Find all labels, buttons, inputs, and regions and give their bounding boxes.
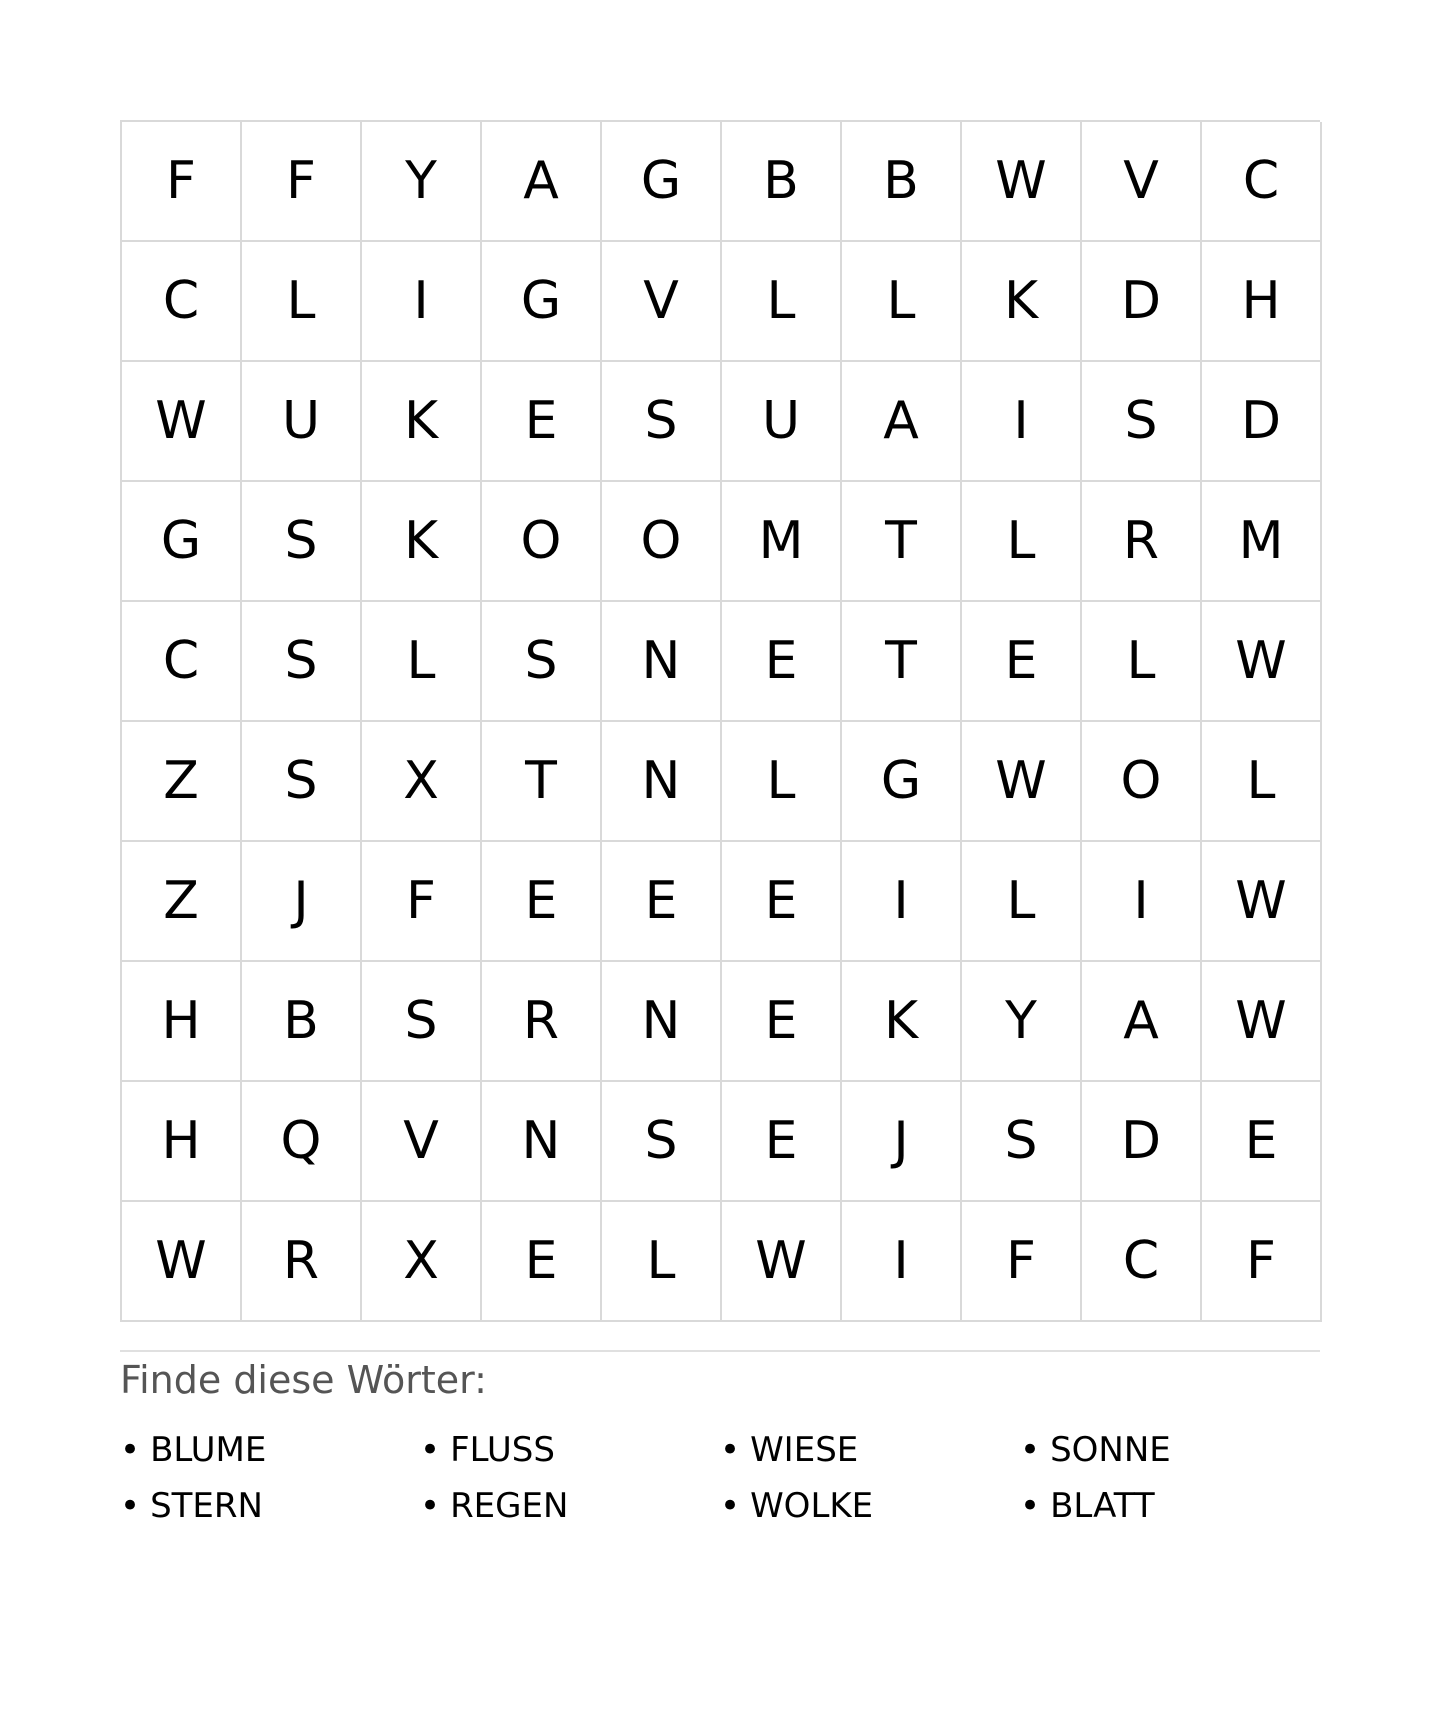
- word-label: REGEN: [450, 1485, 569, 1526]
- grid-cell[interactable]: S: [242, 482, 362, 602]
- grid-cell[interactable]: J: [842, 1082, 962, 1202]
- grid-cell[interactable]: L: [962, 842, 1082, 962]
- grid-cell[interactable]: S: [602, 1082, 722, 1202]
- grid-cell[interactable]: W: [1202, 962, 1322, 1082]
- word-list-item: [120, 1422, 420, 1478]
- grid-cell[interactable]: O: [1082, 722, 1202, 842]
- grid-cell[interactable]: W: [962, 722, 1082, 842]
- word-label: BLUME: [150, 1429, 267, 1470]
- grid-cell[interactable]: X: [362, 1202, 482, 1322]
- grid-cell[interactable]: L: [362, 602, 482, 722]
- grid-cell[interactable]: T: [482, 722, 602, 842]
- grid-cell[interactable]: U: [242, 362, 362, 482]
- grid-cell[interactable]: B: [242, 962, 362, 1082]
- grid-cell[interactable]: N: [602, 602, 722, 722]
- grid-cell[interactable]: K: [842, 962, 962, 1082]
- grid-cell[interactable]: I: [842, 842, 962, 962]
- grid-cell[interactable]: F: [962, 1202, 1082, 1322]
- grid-cell[interactable]: T: [842, 482, 962, 602]
- grid-cell[interactable]: E: [722, 842, 842, 962]
- grid-cell[interactable]: E: [482, 1202, 602, 1322]
- grid-cell[interactable]: S: [1082, 362, 1202, 482]
- grid-cell[interactable]: Z: [122, 842, 242, 962]
- grid-cell[interactable]: Z: [122, 722, 242, 842]
- grid-cell[interactable]: R: [482, 962, 602, 1082]
- word-list-item: [720, 1422, 1020, 1478]
- grid-cell[interactable]: B: [722, 122, 842, 242]
- grid-cell[interactable]: B: [842, 122, 962, 242]
- grid-cell[interactable]: K: [962, 242, 1082, 362]
- word-list: [120, 1422, 1320, 1534]
- grid-cell[interactable]: S: [962, 1082, 1082, 1202]
- grid-cell[interactable]: A: [842, 362, 962, 482]
- grid-cell[interactable]: N: [602, 722, 722, 842]
- grid-cell[interactable]: W: [1202, 842, 1322, 962]
- grid-cell[interactable]: M: [722, 482, 842, 602]
- grid-cell[interactable]: E: [722, 1082, 842, 1202]
- grid-cell[interactable]: G: [602, 122, 722, 242]
- grid-cell[interactable]: F: [242, 122, 362, 242]
- word-list-item: [420, 1478, 720, 1534]
- grid-cell[interactable]: E: [962, 602, 1082, 722]
- bullet-icon: •: [720, 1429, 741, 1470]
- grid-cell[interactable]: I: [842, 1202, 962, 1322]
- grid-cell[interactable]: W: [722, 1202, 842, 1322]
- grid-cell[interactable]: L: [1082, 602, 1202, 722]
- word-list-item: [1020, 1422, 1320, 1478]
- grid-cell[interactable]: S: [602, 362, 722, 482]
- word-label: FLUSS: [450, 1429, 555, 1470]
- grid-cell[interactable]: N: [602, 962, 722, 1082]
- grid-cell[interactable]: C: [122, 602, 242, 722]
- grid-cell[interactable]: F: [362, 842, 482, 962]
- grid-cell[interactable]: D: [1082, 242, 1202, 362]
- bullet-icon: •: [120, 1429, 141, 1470]
- grid-cell[interactable]: E: [1202, 1082, 1322, 1202]
- grid-cell[interactable]: M: [1202, 482, 1322, 602]
- word-list-item: [420, 1422, 720, 1478]
- grid-cell[interactable]: O: [602, 482, 722, 602]
- word-label: WOLKE: [750, 1485, 874, 1526]
- grid-cell[interactable]: Q: [242, 1082, 362, 1202]
- grid-cell[interactable]: E: [482, 362, 602, 482]
- grid-cell[interactable]: H: [122, 962, 242, 1082]
- grid-cell[interactable]: I: [1082, 842, 1202, 962]
- bullet-icon: •: [120, 1485, 141, 1526]
- grid-cell[interactable]: Y: [362, 122, 482, 242]
- grid-cell[interactable]: R: [242, 1202, 362, 1322]
- grid-cell[interactable]: O: [482, 482, 602, 602]
- grid-cell[interactable]: H: [1202, 242, 1322, 362]
- grid-cell[interactable]: J: [242, 842, 362, 962]
- grid-cell[interactable]: I: [362, 242, 482, 362]
- letter-grid: [120, 120, 1320, 1322]
- grid-cell[interactable]: E: [722, 602, 842, 722]
- bullet-icon: •: [720, 1485, 741, 1526]
- grid-cell[interactable]: V: [1082, 122, 1202, 242]
- grid-cell[interactable]: L: [242, 242, 362, 362]
- grid-cell[interactable]: H: [122, 1082, 242, 1202]
- word-list-item: [1020, 1478, 1320, 1534]
- bullet-icon: •: [420, 1429, 441, 1470]
- grid-cell[interactable]: E: [602, 842, 722, 962]
- grid-cell[interactable]: I: [962, 362, 1082, 482]
- grid-cell[interactable]: X: [362, 722, 482, 842]
- grid-cell[interactable]: R: [1082, 482, 1202, 602]
- grid-cell[interactable]: W: [1202, 602, 1322, 722]
- grid-cell[interactable]: S: [482, 602, 602, 722]
- grid-cell[interactable]: K: [362, 482, 482, 602]
- grid-cell[interactable]: G: [842, 722, 962, 842]
- grid-cell[interactable]: D: [1082, 1082, 1202, 1202]
- grid-cell[interactable]: L: [842, 242, 962, 362]
- grid-cell[interactable]: T: [842, 602, 962, 722]
- divider: [120, 1350, 1320, 1352]
- word-search-puzzle: [120, 120, 1320, 1534]
- bullet-icon: •: [1020, 1429, 1041, 1470]
- grid-cell[interactable]: F: [122, 122, 242, 242]
- grid-cell[interactable]: G: [122, 482, 242, 602]
- word-list-item: [120, 1478, 420, 1534]
- word-label: WIESE: [750, 1429, 859, 1470]
- grid-cell[interactable]: N: [482, 1082, 602, 1202]
- word-list-item: [720, 1478, 1020, 1534]
- grid-cell[interactable]: S: [362, 962, 482, 1082]
- grid-cell[interactable]: L: [722, 242, 842, 362]
- grid-cell[interactable]: U: [722, 362, 842, 482]
- grid-cell[interactable]: L: [602, 1202, 722, 1322]
- grid-cell[interactable]: L: [1202, 722, 1322, 842]
- word-label: SONNE: [1050, 1429, 1171, 1470]
- grid-cell[interactable]: W: [122, 362, 242, 482]
- word-label: STERN: [150, 1485, 263, 1526]
- grid-cell[interactable]: D: [1202, 362, 1322, 482]
- bullet-icon: •: [420, 1485, 441, 1526]
- grid-cell[interactable]: E: [482, 842, 602, 962]
- grid-cell[interactable]: G: [482, 242, 602, 362]
- grid-cell[interactable]: W: [962, 122, 1082, 242]
- grid-cell[interactable]: V: [602, 242, 722, 362]
- grid-cell[interactable]: F: [1202, 1202, 1322, 1322]
- grid-cell[interactable]: C: [1202, 122, 1322, 242]
- grid-cell[interactable]: K: [362, 362, 482, 482]
- grid-cell[interactable]: W: [122, 1202, 242, 1322]
- grid-cell[interactable]: Y: [962, 962, 1082, 1082]
- grid-cell[interactable]: A: [482, 122, 602, 242]
- grid-cell[interactable]: S: [242, 722, 362, 842]
- grid-cell[interactable]: L: [962, 482, 1082, 602]
- grid-cell[interactable]: C: [122, 242, 242, 362]
- grid-cell[interactable]: V: [362, 1082, 482, 1202]
- grid-cell[interactable]: C: [1082, 1202, 1202, 1322]
- grid-cell[interactable]: L: [722, 722, 842, 842]
- grid-cell[interactable]: A: [1082, 962, 1202, 1082]
- word-list-prompt: Finde diese Wörter:: [120, 1358, 487, 1402]
- grid-cell[interactable]: E: [722, 962, 842, 1082]
- grid-cell[interactable]: S: [242, 602, 362, 722]
- word-label: BLATT: [1050, 1485, 1155, 1526]
- bullet-icon: •: [1020, 1485, 1041, 1526]
